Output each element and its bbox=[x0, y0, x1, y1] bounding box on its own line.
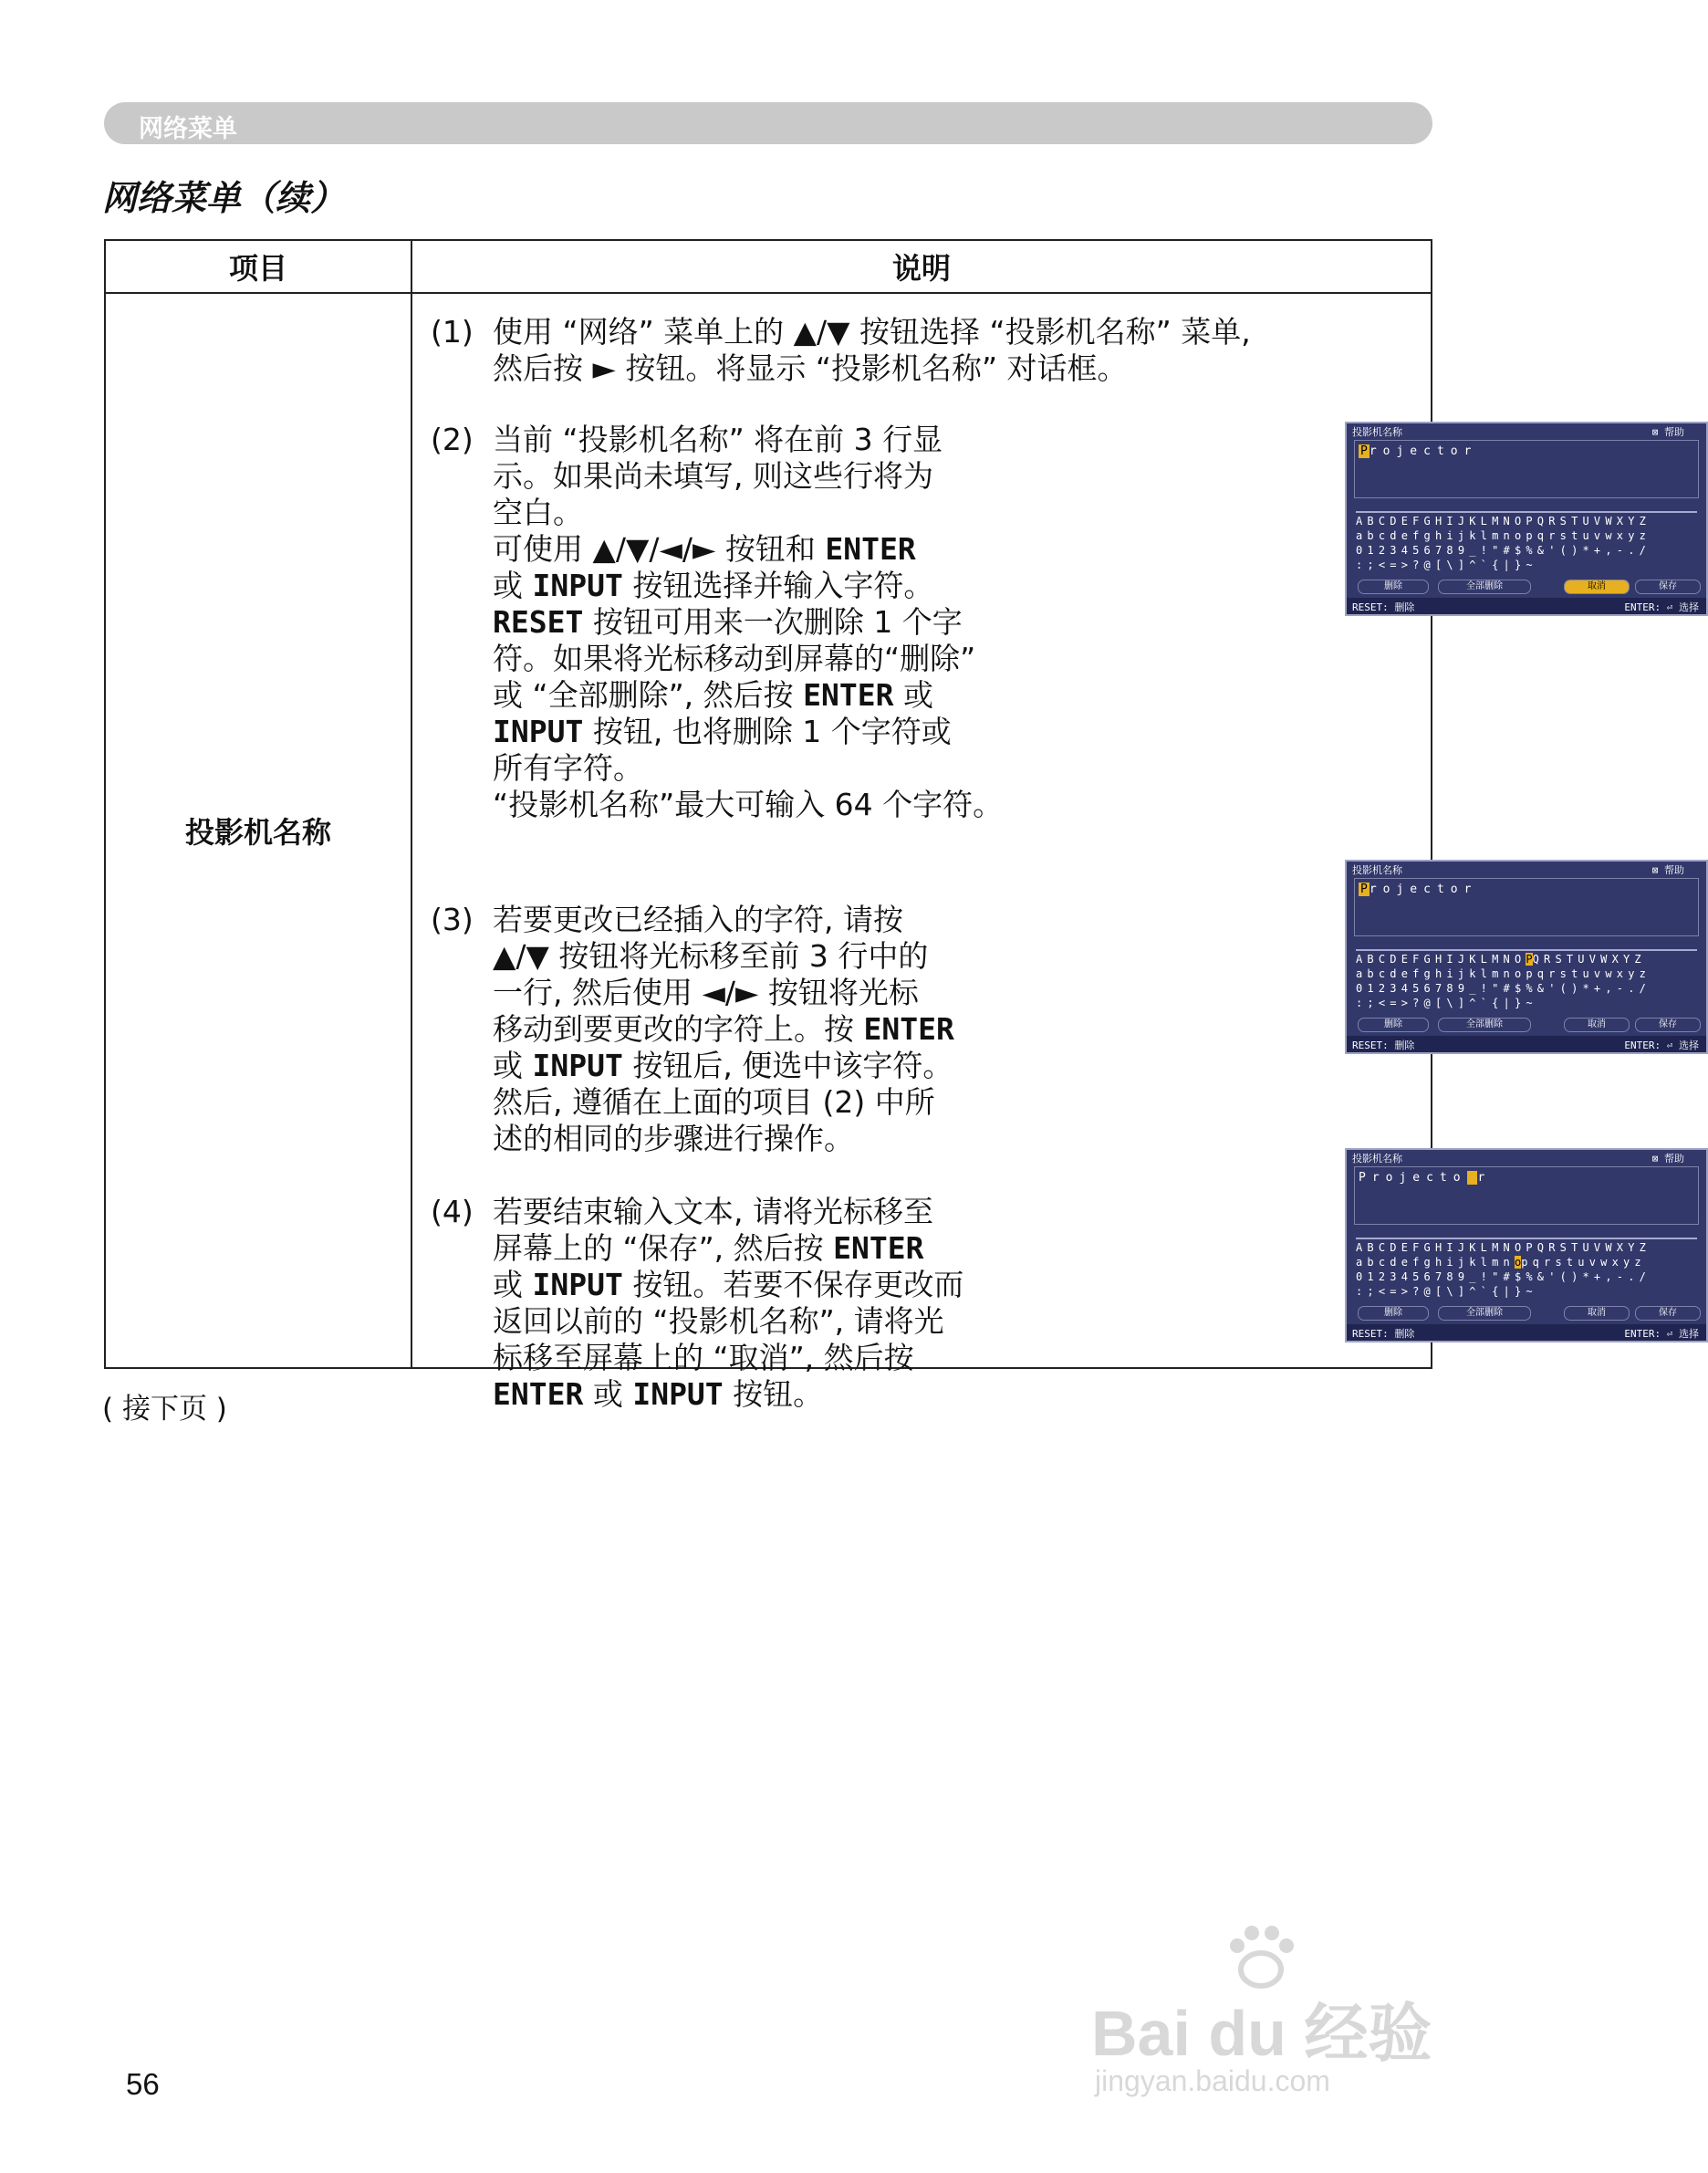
text-cursor bbox=[1467, 1171, 1478, 1185]
column-header-description: 说明 bbox=[411, 240, 1432, 293]
enter-key-label: ENTER bbox=[493, 1376, 584, 1412]
section-header-bar bbox=[104, 102, 1432, 144]
char-row-upper: ABCDEFGHIJKLMNOPQRSTUVWXYZ bbox=[1356, 953, 1646, 966]
step-text-line: 空白。 bbox=[493, 495, 583, 530]
section-header-label: 网络菜单 bbox=[139, 115, 237, 143]
step-text-line: 然后按 ► 按钮。将显示 “投影机名称” 对话框。 bbox=[493, 350, 1128, 386]
name-entry-field: P rojector bbox=[1354, 440, 1699, 498]
column-header-item: 项目 bbox=[105, 240, 411, 293]
step-number: (2) bbox=[431, 422, 474, 457]
char-row-digits: 0123456789_!"#$%&'()*+,-./ bbox=[1356, 982, 1651, 995]
watermark-site: jingyan.baidu.com bbox=[1095, 2064, 1330, 2097]
step-text-line: 或 INPUT 按钮。若要不保存更改而 bbox=[493, 1267, 964, 1302]
step-text-line: 述的相同的步骤进行操作。 bbox=[493, 1121, 854, 1156]
step-text-line: 若要更改已经插入的字符, 请按 bbox=[493, 902, 903, 937]
step-text-line: 使用 “网络” 菜单上的 ▲/▼ 按钮选择 “投影机名称” 菜单, bbox=[493, 314, 1251, 350]
table-row bbox=[105, 293, 1432, 1368]
dialog-title: 投影机名称 bbox=[1352, 864, 1402, 876]
baidu-watermark bbox=[1091, 1924, 1438, 2106]
description-cell bbox=[411, 293, 1699, 1412]
step-text-line: ENTER 或 INPUT 按钮。 bbox=[493, 1376, 824, 1412]
char-row-lower: abcdefghijklmnopqrstuvwxyz bbox=[1356, 967, 1651, 980]
step-text-line: 或 INPUT 按钮后, 便选中该字符。 bbox=[493, 1048, 953, 1083]
help-badge: ⊠ 帮助 bbox=[1651, 426, 1684, 438]
help-badge: ⊠ 帮助 bbox=[1651, 864, 1684, 876]
step-text-line: INPUT 按钮, 也将删除 1 个字符或 bbox=[493, 714, 952, 749]
step-number: (4) bbox=[431, 1194, 474, 1229]
save-button: 保存 bbox=[1635, 1306, 1701, 1321]
char-row-digits: 0123456789_!"#$%&'()*+,-./ bbox=[1356, 1270, 1651, 1283]
char-row-lower: abcdefghijklmnopqrstuvwxyz bbox=[1356, 529, 1651, 542]
projector-name-dialog-screenshot-1 bbox=[1345, 422, 1708, 616]
step-text-line: 示。如果尚未填写, 则这些行将为 bbox=[493, 458, 933, 494]
input-key-label: INPUT bbox=[632, 1376, 724, 1412]
char-row-symbols: :;<=>?@[\]^`{|}~ bbox=[1356, 997, 1537, 1009]
projector-name-dialog-screenshot-3 bbox=[1345, 1148, 1708, 1342]
watermark-logo-text: Bai du 经验 bbox=[1091, 1998, 1432, 2069]
delete-all-button: 全部删除 bbox=[1438, 1306, 1531, 1321]
enter-key-label: ENTER bbox=[825, 531, 916, 567]
page-number: 56 bbox=[126, 2067, 160, 2101]
step-text-line: 然后, 遵循在上面的项目 (2) 中所 bbox=[493, 1084, 935, 1120]
step-text-line: 或 INPUT 按钮选择并输入字符。 bbox=[493, 568, 934, 603]
step-text-line: RESET 按钮可用来一次删除 1 个字 bbox=[493, 604, 963, 640]
divider bbox=[1356, 1238, 1697, 1239]
dialog-title: 投影机名称 bbox=[1352, 1153, 1402, 1165]
step-text-line: 若要结束输入文本, 请将光标移至 bbox=[493, 1194, 933, 1229]
dialog-title: 投影机名称 bbox=[1352, 426, 1402, 438]
divider bbox=[1356, 511, 1697, 513]
selected-char: o bbox=[1514, 1256, 1522, 1269]
delete-button: 删除 bbox=[1358, 1018, 1429, 1032]
step-text-line: 一行, 然后使用 ◄/► 按钮将光标 bbox=[493, 975, 919, 1010]
char-row-lower: abcdefghijklmnopqrstuvwxyz bbox=[1356, 1256, 1646, 1269]
cancel-button: 取消 bbox=[1564, 1018, 1630, 1032]
enter-key-label: ENTER bbox=[803, 677, 894, 713]
input-key-label: INPUT bbox=[532, 1267, 623, 1302]
selected-char: P bbox=[1526, 953, 1533, 966]
cancel-button: 取消 bbox=[1564, 1306, 1630, 1321]
reset-key-label: RESET bbox=[493, 604, 584, 640]
name-entry-field: Projecto r bbox=[1354, 1166, 1699, 1225]
name-entry-field: P rojector bbox=[1354, 878, 1699, 936]
input-key-label: INPUT bbox=[532, 568, 623, 603]
delete-all-button: 全部删除 bbox=[1438, 580, 1531, 594]
input-key-label: INPUT bbox=[532, 1048, 623, 1083]
table-header-row bbox=[105, 240, 1432, 293]
step-number: (1) bbox=[431, 314, 474, 350]
item-name-cell: 投影机名称 bbox=[105, 293, 411, 1368]
step-number: (3) bbox=[431, 902, 474, 937]
save-button: 保存 bbox=[1635, 580, 1701, 594]
text-cursor: P bbox=[1360, 883, 1368, 896]
char-row-symbols: :;<=>?@[\]^`{|}~ bbox=[1356, 559, 1537, 571]
text-cursor: P bbox=[1360, 444, 1368, 458]
step-text-line: 符。如果将光标移动到屏幕的“删除” bbox=[493, 641, 976, 676]
step-text-line: 屏幕上的 “保存”, 然后按 ENTER bbox=[493, 1230, 924, 1266]
delete-all-button: 全部删除 bbox=[1438, 1018, 1531, 1032]
char-row-digits: 0123456789_!"#$%&'()*+,-./ bbox=[1356, 544, 1651, 557]
dialog-footer: RESET: 删除 ENTER: ⏎ 选择 bbox=[1347, 1324, 1706, 1341]
step-text-line: ▲/▼ 按钮将光标移至前 3 行中的 bbox=[493, 938, 929, 974]
step-text-line: 移动到要更改的字符上。按 ENTER bbox=[493, 1011, 954, 1047]
step-text-line: 返回以前的 “投影机名称”, 请将光 bbox=[493, 1303, 944, 1339]
enter-key-label: ENTER bbox=[863, 1011, 954, 1047]
step-text-line: 当前 “投影机名称” 将在前 3 行显 bbox=[493, 422, 943, 457]
step-text-line: 或 “全部删除”, 然后按 ENTER 或 bbox=[493, 677, 933, 713]
input-key-label: INPUT bbox=[493, 714, 584, 749]
step-text-line: “投影机名称”最大可输入 64 个字符。 bbox=[493, 787, 1004, 822]
char-row-symbols: :;<=>?@[\]^`{|}~ bbox=[1356, 1285, 1537, 1298]
dialog-footer: RESET: 删除 ENTER: ⏎ 选择 bbox=[1347, 598, 1706, 614]
enter-key-label: ENTER bbox=[833, 1230, 924, 1266]
delete-button: 删除 bbox=[1358, 580, 1429, 594]
page-title: 网络菜单（续） bbox=[102, 178, 346, 218]
cancel-button: 取消 bbox=[1564, 580, 1630, 594]
char-row-upper: ABCDEFGHIJKLMNOPQRSTUVWXYZ bbox=[1356, 1241, 1651, 1254]
help-badge: ⊠ 帮助 bbox=[1651, 1153, 1684, 1165]
save-button: 保存 bbox=[1635, 1018, 1701, 1032]
step-text-line: 标移至屏幕上的 “取消”, 然后按 bbox=[493, 1340, 914, 1375]
projector-name-dialog-screenshot-2 bbox=[1345, 860, 1708, 1054]
step-text-line: 所有字符。 bbox=[493, 750, 643, 786]
char-row-upper: ABCDEFGHIJKLMNOPQRSTUVWXYZ bbox=[1356, 515, 1651, 528]
divider bbox=[1356, 949, 1697, 951]
delete-button: 删除 bbox=[1358, 1306, 1429, 1321]
dialog-footer: RESET: 删除 ENTER: ⏎ 选择 bbox=[1347, 1036, 1706, 1052]
continued-note: ( 接下页 ) bbox=[102, 1393, 227, 1426]
step-text-line: 可使用 ▲/▼/◄/► 按钮和 ENTER bbox=[493, 531, 916, 567]
